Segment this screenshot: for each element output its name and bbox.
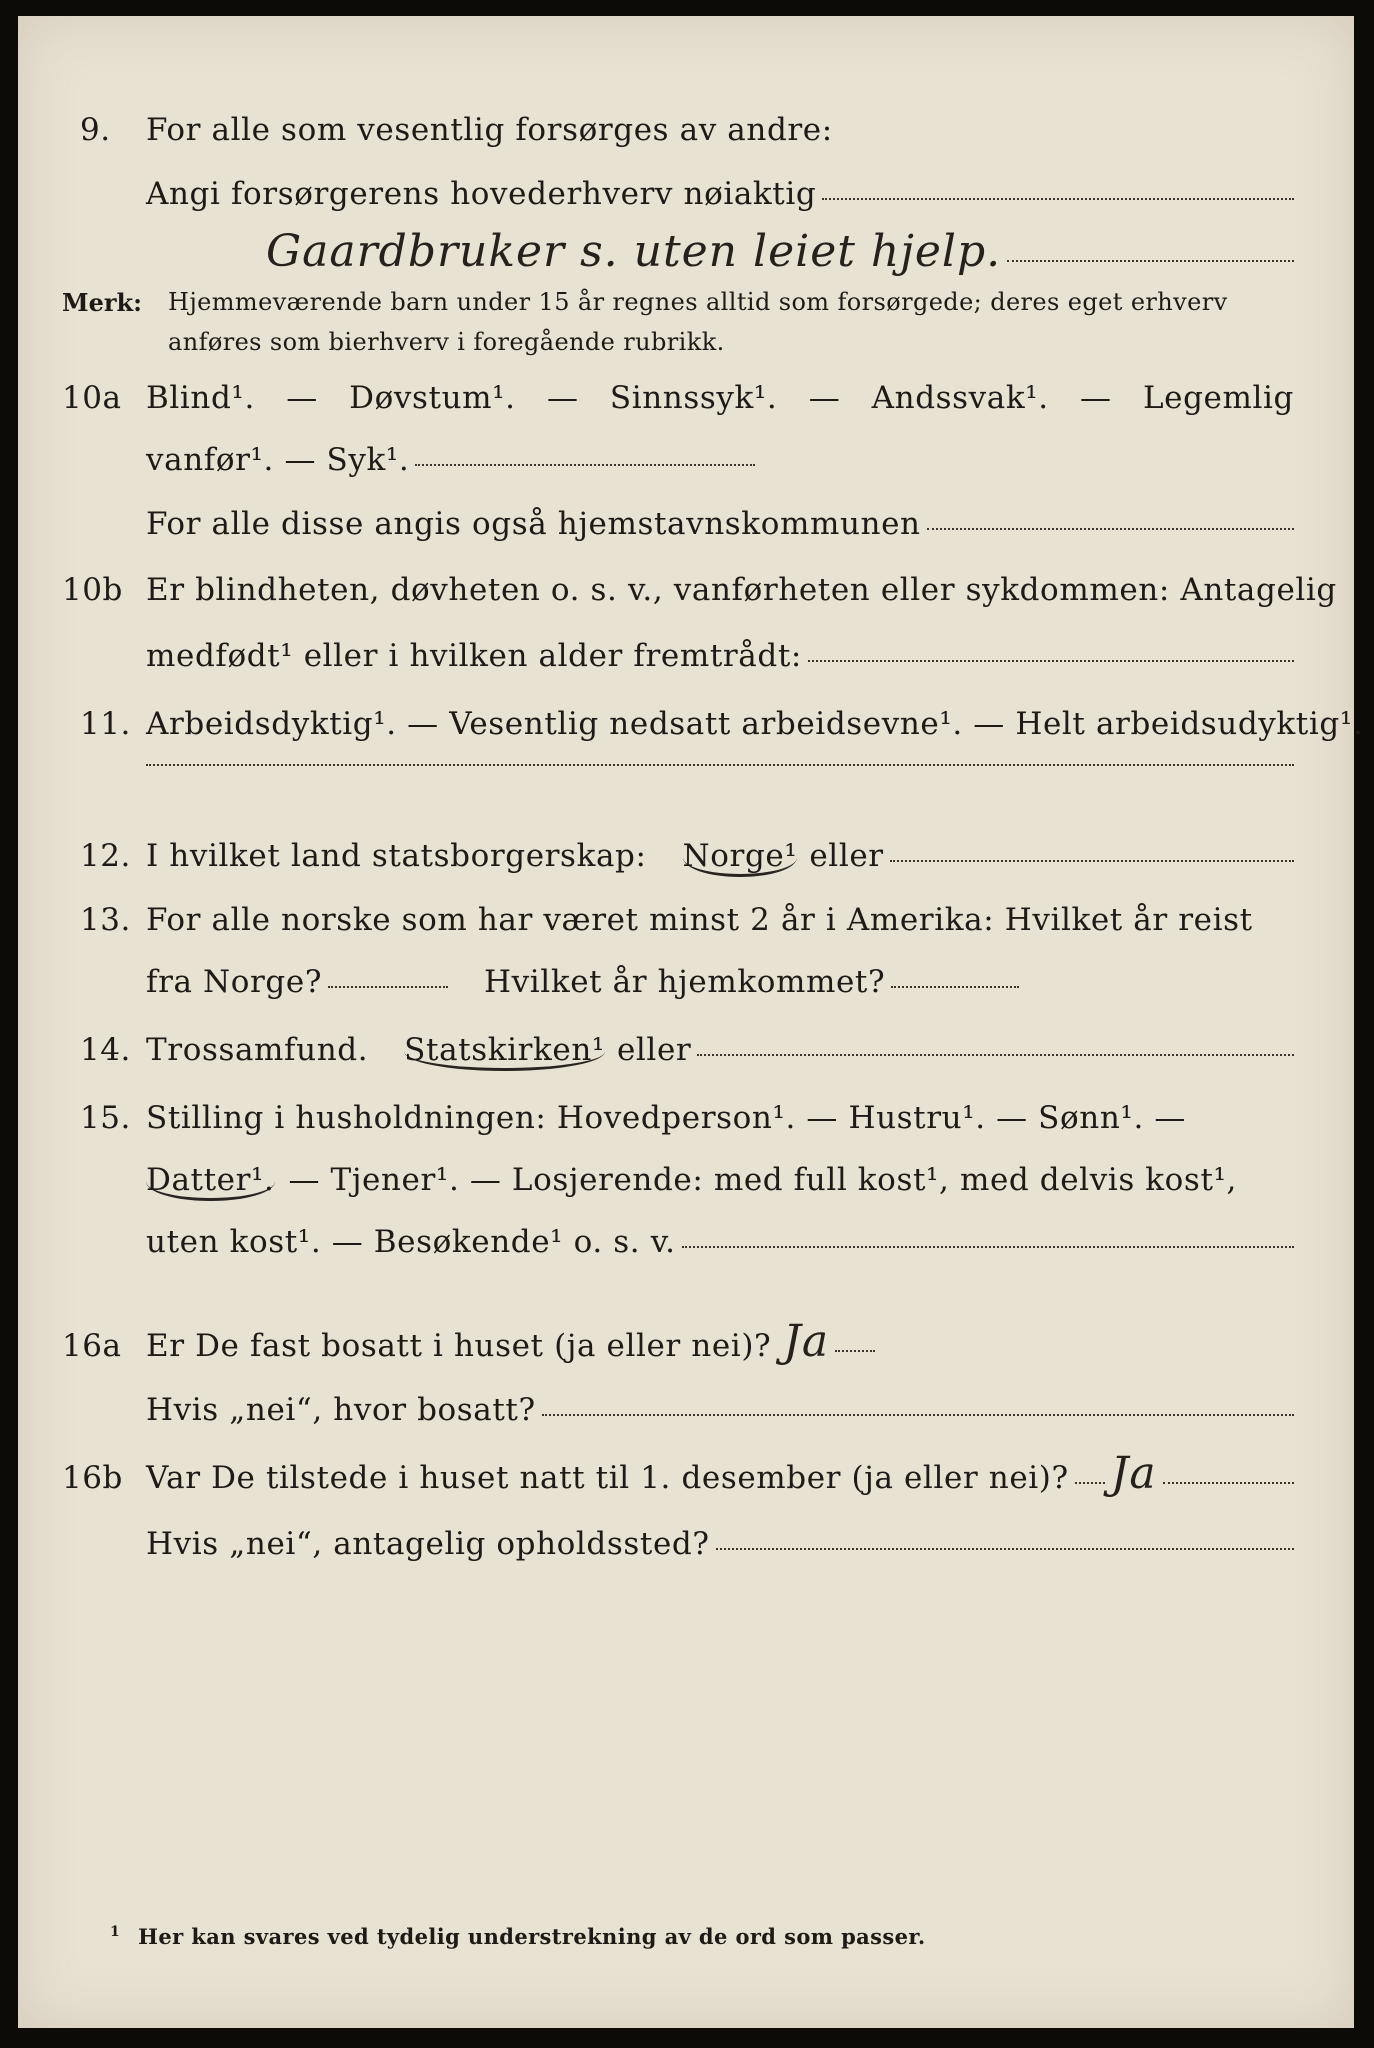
q12-number: 12.	[80, 838, 131, 874]
footnote-text: Her kan svares ved tydelig understrekning av de ord som passer.	[138, 1924, 926, 1949]
q16b-text-2: Hvis „nei“, antagelig opholdssted?	[146, 1526, 710, 1562]
q10b-answer-line	[808, 660, 1294, 662]
q15-answer-line	[682, 1246, 1294, 1248]
q10b-text-2: medfødt¹ eller i hvilken alder fremtrådt:	[146, 638, 802, 674]
q11-text-1: Arbeidsdyktig¹. — Vesentlig nedsatt arbeidsevne¹. — Helt arbeidsudyktig¹.	[146, 706, 1364, 742]
q16b-answer-line	[1163, 1482, 1294, 1484]
merk-label: Merk:	[62, 288, 142, 317]
q10a-item: Blind¹.	[146, 380, 255, 416]
q16a-number: 16a	[62, 1328, 122, 1364]
q14-answer-line	[697, 1054, 1294, 1056]
q10a-text-2: vanfør¹. — Syk¹.	[146, 442, 410, 478]
q12-suffix: eller	[809, 838, 884, 874]
q12-prefix: I hvilket land statsborgerskap:	[146, 838, 647, 874]
q16a-text-2: Hvis „nei“, hvor bosatt?	[146, 1392, 536, 1428]
q13-answer-line-2	[891, 986, 1019, 988]
merk-text-2: anføres som bierhverv i foregående rubrikk.	[168, 328, 725, 356]
q10a-item: —	[546, 380, 579, 416]
q16b-handwritten-answer: Ja	[1110, 1448, 1157, 1499]
q16a-handwritten-answer: Ja	[783, 1316, 830, 1367]
q10a-item: Døvstum¹.	[349, 380, 516, 416]
q16b-answer-line-pre	[1075, 1482, 1105, 1484]
q10a-item: —	[808, 380, 841, 416]
q12-answer-line	[890, 860, 1294, 862]
q14-number: 14.	[80, 1032, 131, 1068]
census-form-page	[18, 16, 1364, 2028]
q10a-item: Sinnssyk¹.	[609, 380, 778, 416]
q13-number: 13.	[80, 902, 131, 938]
q10a-answer-line-2	[927, 528, 1294, 530]
q14-suffix: eller	[616, 1032, 692, 1068]
q9-answer-line-2	[1007, 260, 1294, 262]
q16a-answer-line	[835, 1350, 875, 1352]
q10a-text-3: For alle disse angis også hjemstavnskommunen	[146, 506, 921, 542]
q13-text-1: For alle norske som har været minst 2 år i Amerika: Hvilket år reist	[146, 902, 1253, 938]
q11-answer-line	[146, 764, 1294, 766]
q13-answer-line-1	[328, 986, 448, 988]
q16a-text-1: Er De fast bosatt i huset (ja eller nei)?	[146, 1328, 772, 1364]
q10b-text-1: Er blindheten, døvheten o. s. v., vanførheten eller sykdommen: Antagelig	[146, 572, 1337, 608]
q13-text-2b: Hvilket år hjemkommet?	[484, 964, 886, 1000]
q11-number: 11.	[80, 706, 131, 742]
q15-text-2: — Tjener¹. — Losjerende: med full kost¹, med delvis kost¹,	[288, 1162, 1237, 1198]
q15-text-1: Stilling i husholdningen: Hovedperson¹. — Hustru¹. — Sønn¹. —	[146, 1100, 1186, 1136]
q16a-answer-line-2	[542, 1414, 1294, 1416]
q10a-item: Legemlig	[1142, 380, 1294, 416]
merk-text-1: Hjemmeværende barn under 15 år regnes alltid som forsørgede; deres eget erhverv	[168, 288, 1228, 316]
q12-underlined-answer: Norge¹	[683, 838, 798, 877]
q10a-answer-line	[415, 464, 755, 466]
q14-prefix: Trossamfund.	[146, 1032, 369, 1068]
q15-underlined-answer: Datter¹.	[146, 1162, 275, 1201]
q9-answer-line	[822, 198, 1294, 200]
q10b-number: 10b	[62, 572, 123, 608]
q14-underlined-answer: Statskirken¹	[404, 1032, 605, 1071]
footnote	[110, 1924, 926, 1949]
q10a-item: —	[286, 380, 318, 416]
q16b-answer-line-2	[716, 1548, 1294, 1550]
q9-handwritten-answer: Gaardbruker s. uten leiet hjelp.	[266, 226, 1002, 277]
q13-text-2a: fra Norge?	[146, 964, 323, 1000]
q10a-items	[146, 380, 1294, 416]
q15-text-3: uten kost¹. — Besøkende¹ o. s. v.	[146, 1224, 676, 1260]
q9-text-1: For alle som vesentlig forsørges av andre:	[146, 112, 833, 148]
q9-text-2: Angi forsørgerens hovederhverv nøiaktig	[146, 176, 817, 212]
q10a-item: Andssvak¹.	[871, 380, 1049, 416]
q15-number: 15.	[80, 1100, 131, 1136]
q16b-text-1: Var De tilstede i huset natt til 1. desember (ja eller nei)?	[146, 1460, 1069, 1496]
footnote-mark: 1	[110, 1924, 121, 1940]
q9-number: 9.	[80, 112, 111, 148]
q16b-number: 16b	[62, 1460, 123, 1496]
q10a-item: —	[1080, 380, 1112, 416]
q10a-number: 10a	[62, 380, 122, 416]
